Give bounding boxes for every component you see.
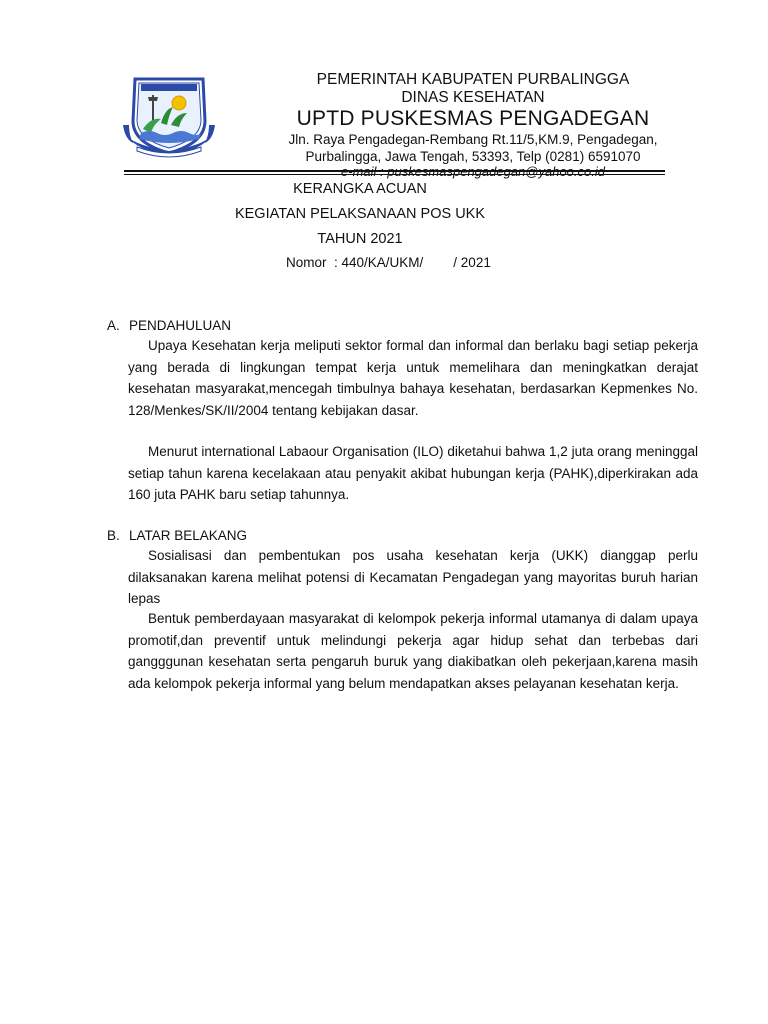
document-number: Nomor : 440/KA/UKM/ / 2021 xyxy=(286,255,491,270)
purbalingga-crest-icon xyxy=(121,73,217,159)
letterhead-department: DINAS KESEHATAN xyxy=(401,88,545,106)
letterhead-divider-thick xyxy=(124,170,665,172)
section-letter: A. xyxy=(107,318,120,333)
letterhead-address-1: Jln. Raya Pengadegan-Rembang Rt.11/5,KM.9, Pengadegan, xyxy=(288,132,658,147)
section-heading-a xyxy=(107,319,231,333)
letterhead-government: PEMERINTAH KABUPATEN PURBALINGGA xyxy=(316,71,630,88)
document-title: KERANGKA ACUAN xyxy=(293,181,427,197)
section-title: PENDAHULUAN xyxy=(129,318,232,333)
letterhead-divider-thin xyxy=(124,174,665,175)
paragraph: Menurut international Labaour Organisation (ILO) diketahui bahwa 1,2 juta orang meninggal setiap tahun karena kecelakaan atau penyakit akibat hubungan kerja (PAHK),diperkirakan ada 160 juta PAHK baru setiap tahunnya. xyxy=(128,444,698,502)
document-subtitle: KEGIATAN PELAKSANAAN POS UKK xyxy=(234,206,486,222)
paragraph: Upaya Kesehatan kerja meliputi sektor formal dan informal dan berlaku bagi setiap pekerja yang berada di lingkungan tempat kerja untuk memelihara dan meningkatkan derajat kesehatan masyarakat,mencegah timbulnya bahaya kesehatan, berdasarkan Kepmenkes No. 128/Menkes/SK/II/2004 tentang kebijakan dasar. xyxy=(128,338,698,418)
letterhead-address-2: Purbalingga, Jawa Tengah, 53393, Telp (0281) 6591070 xyxy=(305,148,641,164)
letterhead xyxy=(228,70,718,178)
letterhead-institution: UPTD PUSKESMAS PENGADEGAN xyxy=(296,107,650,130)
section-heading-b xyxy=(107,529,247,543)
paragraph: Sosialisasi dan pembentukan pos usaha kesehatan kerja (UKK) dianggap perlu dilaksanakan karena melihat potensi di Kecamatan Pengadegan yang mayoritas buruh harian lepas xyxy=(128,548,698,606)
paragraph: Bentuk pemberdayaan masyarakat di kelompok pekerja informal utamanya di dalam upaya promotif,dan preventif untuk melindungi pekerja agar hidup sehat dan terbebas dari gangggunan kesehatan serta pengaruh buruk yang diakibatkan oleh pekerjaan,karena masih ada kelompok pekerja informal yang belum mendapatkan akses pelayanan kesehatan kerja. xyxy=(128,611,698,691)
document-year: TAHUN 2021 xyxy=(317,231,403,247)
section-letter: B. xyxy=(107,528,120,543)
section-title: LATAR BELAKANG xyxy=(129,528,248,543)
